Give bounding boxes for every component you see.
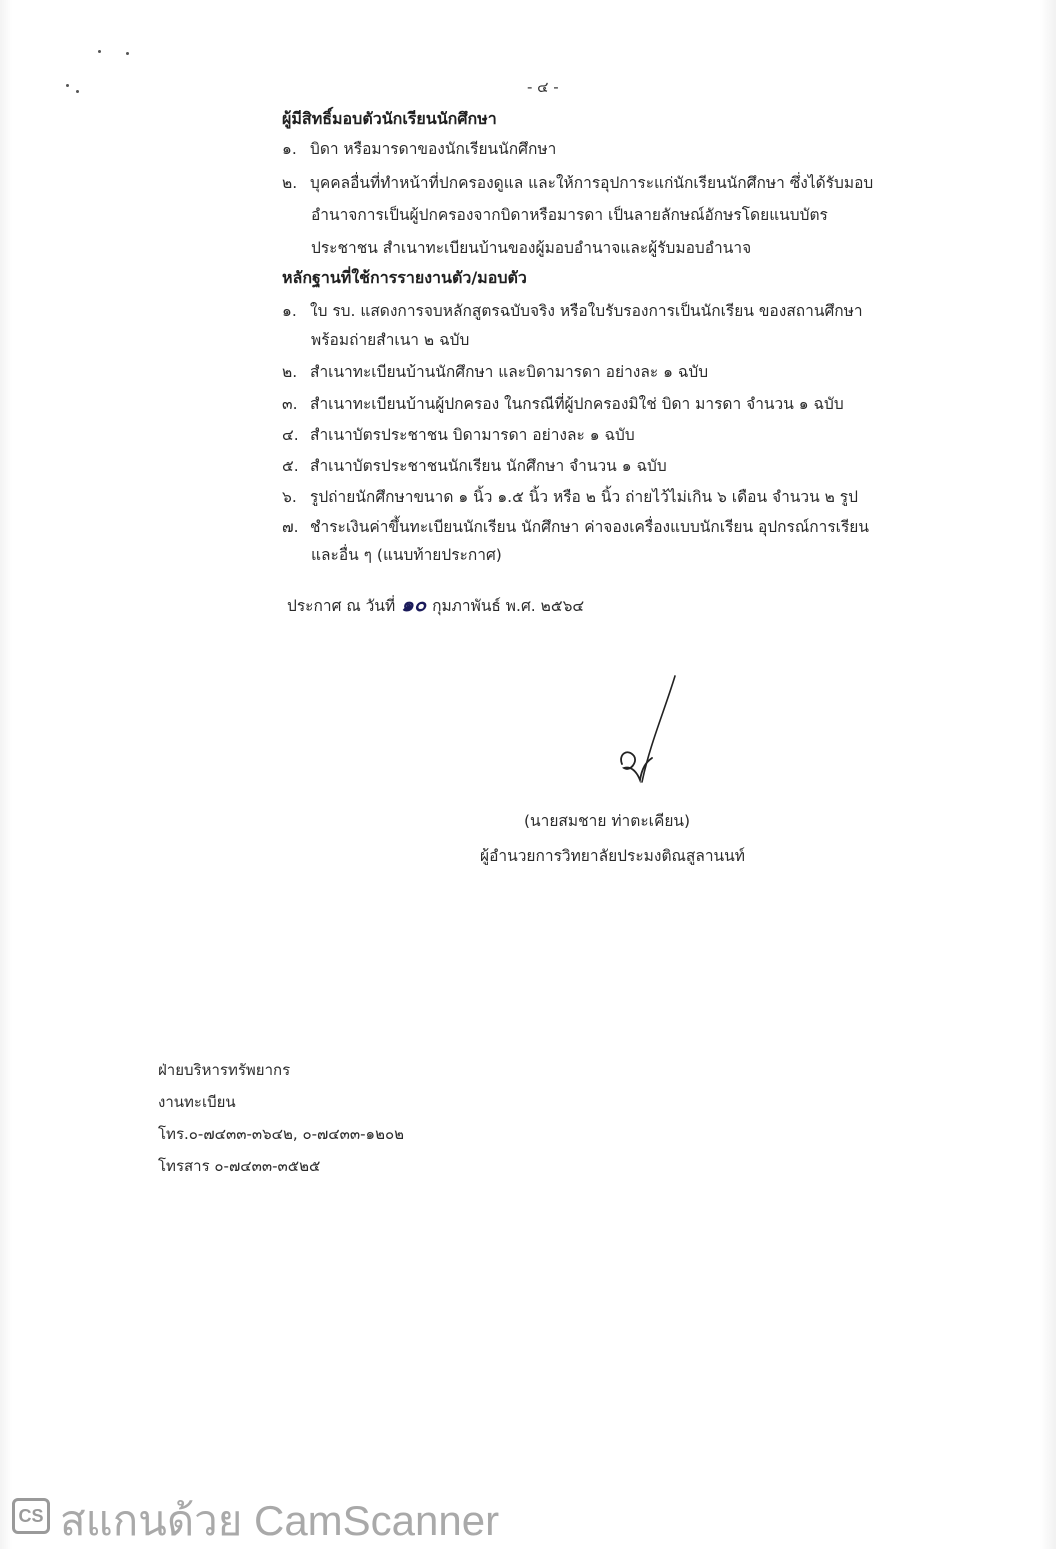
list-number: ๔. — [282, 426, 299, 444]
footer-phone: โทร.๐-๗๔๓๓-๓๖๔๒, ๐-๗๔๓๓-๑๒๐๒ — [158, 1125, 405, 1143]
list-number: ๑. — [282, 140, 297, 158]
scan-speck — [76, 90, 79, 93]
scan-speck — [126, 52, 129, 55]
list-number: ๑. — [282, 302, 297, 320]
list-number: ๗. — [282, 518, 299, 536]
list-text: บุคคลอื่นที่ทำหน้าที่ปกครองดูแล และให้การอุปการะแก่นักเรียนนักศึกษา ซึ่งได้รับมอบ — [310, 174, 874, 192]
scan-speck — [98, 50, 101, 53]
announcement-suffix: กุมภาพันธ์ พ.ศ. ๒๕๖๔ — [432, 597, 585, 615]
list-text: ชำระเงินค่าขึ้นทะเบียนนักเรียน นักศึกษา ค่าจองเครื่องแบบนักเรียน อุปกรณ์การเรียน — [310, 518, 869, 536]
list-text: ใบ รบ. แสดงการจบหลักสูตรฉบับจริง หรือใบรับรองการเป็นนักเรียน ของสถานศึกษา — [310, 302, 863, 320]
list-text: บิดา หรือมารดาของนักเรียนนักศึกษา — [310, 140, 557, 158]
watermark-text: สแกนด้วย CamScanner — [60, 1497, 500, 1544]
list-number: ๕. — [282, 457, 299, 475]
list-text-continuation: และอื่น ๆ (แนบท้ายประกาศ) — [311, 546, 502, 564]
list-text: รูปถ่ายนักศึกษาขนาด ๑ นิ้ว ๑.๕ นิ้ว หรือ ๒ นิ้ว ถ่ายไว้ไม่เกิน ๖ เดือน จำนวน ๒ รูป — [310, 488, 858, 506]
section-heading-required-documents: หลักฐานที่ใช้การรายงานตัว/มอบตัว — [282, 268, 527, 287]
announcement-date — [287, 588, 584, 620]
list-text-continuation: อำนาจการเป็นผู้ปกครองจากบิดาหรือมารดา เป็นลายลักษณ์อักษรโดยแนบบัตร — [311, 206, 828, 224]
list-number: ๓. — [282, 395, 298, 413]
list-text-continuation: ประชาชน สำเนาทะเบียนบ้านของผู้มอบอำนาจและผู้รับมอบอำนาจ — [311, 239, 752, 257]
section-heading-eligible-persons: ผู้มีสิทธิ์มอบตัวนักเรียนนักศึกษา — [282, 109, 497, 128]
list-number: ๒. — [282, 363, 298, 381]
list-text: สำเนาทะเบียนบ้านผู้ปกครอง ในกรณีที่ผู้ปกครองมิใช่ บิดา มารดา จำนวน ๑ ฉบับ — [310, 395, 844, 413]
list-text: สำเนาบัตรประชาชนนักเรียน นักศึกษา จำนวน ๑ ฉบับ — [310, 457, 667, 475]
camscanner-logo-icon: CS — [12, 1498, 50, 1534]
list-number: ๒. — [282, 174, 298, 192]
footer-department: ฝ่ายบริหารทรัพยากร — [158, 1061, 291, 1079]
list-text-continuation: พร้อมถ่ายสำเนา ๒ ฉบับ — [311, 331, 470, 349]
list-text: สำเนาบัตรประชาชน บิดามารดา อย่างละ ๑ ฉบับ — [310, 426, 635, 444]
handwritten-day: ๑๐ — [401, 592, 427, 616]
camscanner-watermark — [4, 1484, 604, 1544]
footer-fax: โทรสาร ๐-๗๔๓๓-๓๕๒๕ — [158, 1157, 321, 1175]
footer-unit: งานทะเบียน — [158, 1093, 236, 1111]
list-text: สำเนาทะเบียนบ้านนักศึกษา และบิดามารดา อย่างละ ๑ ฉบับ — [310, 363, 709, 381]
signer-name: (นายสมชาย ท่าตะเคียน) — [524, 812, 691, 830]
page-number: - ๔ - — [527, 78, 559, 96]
handwritten-signature — [612, 672, 692, 792]
list-number: ๖. — [282, 488, 297, 506]
scan-speck — [66, 84, 69, 87]
signer-title: ผู้อำนวยการวิทยาลัยประมงติณสูลานนท์ — [480, 847, 745, 865]
announcement-prefix: ประกาศ ณ วันที่ — [287, 597, 396, 615]
